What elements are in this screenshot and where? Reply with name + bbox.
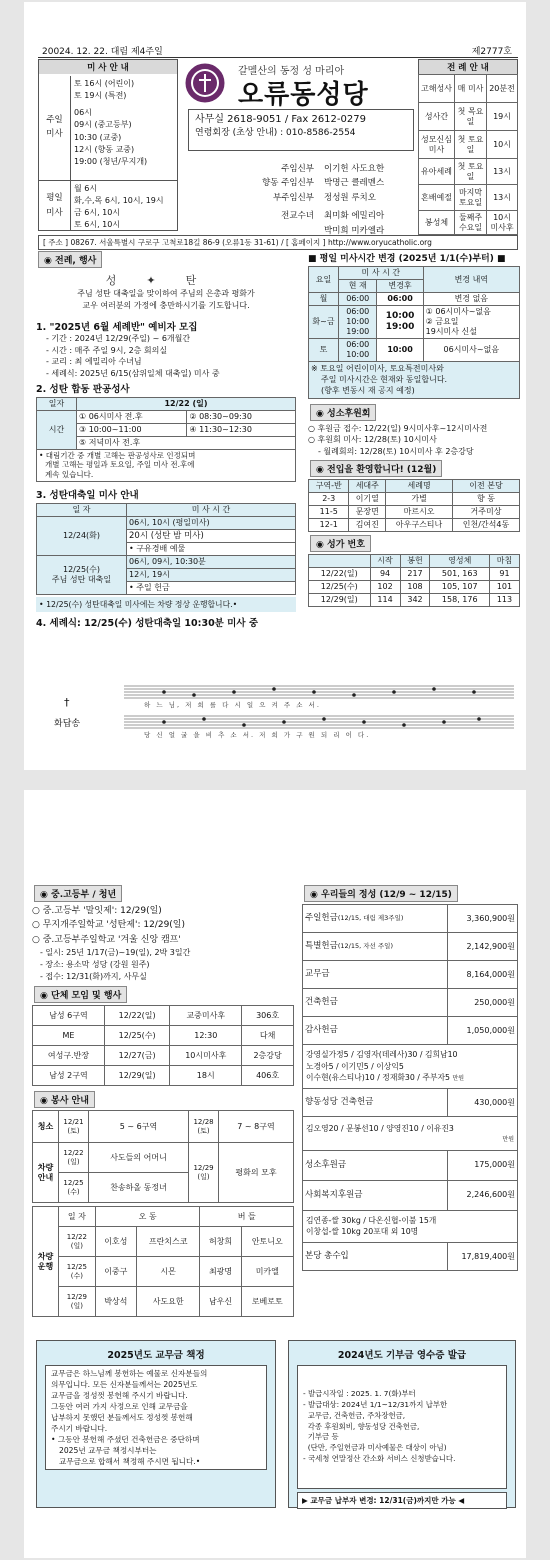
bulletin-page-1 xyxy=(24,2,526,770)
right-column-2 xyxy=(302,882,518,1271)
sunday-mass-label: 주일 미사 xyxy=(39,76,71,180)
section-service: ◉ 봉사 안내 xyxy=(34,1091,95,1108)
schedule-change-heading: ■ 평일 미사시간 변경 (2025년 1/1(수)부터) ■ xyxy=(308,254,506,264)
group-events-table: 남성 6구역 12/22(일) 교중미사후 306호 ME 12/25(수) 12:30 다채 여성구.반장 12/27(금) 10시미사후 2층강당 남성 2구역 12/29(일) 18시 406호 xyxy=(32,1005,294,1086)
offerings-table: 주일헌금(12/15, 대림 제3주일) 3,360,900원 특별헌금(12/15, 자선 주일) 2,142,900원 교무금 8,164,000원 건축헌금 250,000원 감사헌금 1,050,000원 강영실가정5 / 김영자(데레사)30 / 김희남10 노경아5 / 이기민5 / 이상익5 이수현(유스티나)10 / 정재화30 / 주부자5 만원 향동성당 건축헌금 430,000원 김오영20 / 문봉선10 / 양영진10 / 이유진3 만원 성소후원금 175,000원 사회복지후원금 2,246,600원 김연종-쌀 30kg / 다온신협-이불 15개 이창섭-쌀 10kg 20포대 외 10명 본당 총수입 17,819,400원 xyxy=(302,904,518,1271)
sunday-mass-times: 토 16시 (어린이) 토 19시 (특전) 06시 09시 (중고등부) 10:30 (교중) 12시 (향동 교중) 19:00 (청년/무지개) xyxy=(74,79,148,167)
confession-heading: 2. 성탄 합동 판공성사 xyxy=(36,383,130,395)
christmas-mass-heading: 3. 성탄대축일 미사 안내 xyxy=(36,489,139,501)
section-new-members: ◉ 전입을 환영합니다! (12월) xyxy=(310,460,442,477)
left-column-1 xyxy=(36,248,296,629)
vocation-line: ○ 후원금 접수: 12/22(일) 9시미사후~12시미사전 xyxy=(308,423,488,433)
confession-table: 일자 12/22 (일) 시간 ① 06시미사 전.후 ② 08:30~09:30 ③ 10:00~11:00 ④ 11:30~12:30 ⑤ 저녁미사 전.후 • 대림기간 중 개별 고해는 판공성사로 인정되며 개별 고해는 평일과 토요일, 주일 미사 전.후에 계속 있습니다. xyxy=(36,397,296,482)
section-liturgy: ◉ 전례, 행사 xyxy=(38,251,102,268)
section-offerings: ◉ 우리들의 정성 (12/9 ~ 12/15) xyxy=(304,885,458,902)
right-column-1 xyxy=(308,248,520,607)
section-groups: ◉ 단체 모임 및 행사 xyxy=(34,986,127,1003)
bulletin-page-2 xyxy=(24,790,526,1558)
sacrament-table: 전 례 안 내 고해성사 매 미사 20분전 성사간 첫 목요일 19시 성모신심 미사 첫 토요일 10시 유아세례 첫 토요일 13시 혼배예절 마지막 토요일 13시 봉성체 둘째주 수요일 10시 미사후 xyxy=(418,59,518,235)
vehicle-notice: • 12/25(수) 성탄대축일 미사에는 차량 정상 운행합니다.• xyxy=(36,597,296,612)
service-table: 청소 12/21 (토) 5 ~ 6구역 12/28 (토) 7 ~ 8구역 차량 안내 12/22 (일) 사도들의 어머니 12/29 (일) 평화의 모후 12/25 (수) 찬송하올 동정녀 xyxy=(32,1110,294,1203)
cross-icon: † xyxy=(64,696,70,709)
address-bar: [ 주소 ] 08267. 서울특별시 구로구 고척로18길 86-9 (오류1동 31-61) / [ 홈페이지 ] http://www.oryucatholic.org xyxy=(38,235,518,250)
psalm-label: 화답송 xyxy=(54,719,81,729)
driving-table: 차량 운행 일 자 오 동 버 들 12/22 (일) 이호성 프란치스코 허창희 안토니오 12/25 (수) 이중구 시몬 최광명 미카엘 12/29 (일) 박상석 사도요한 남우신 로베로토 xyxy=(32,1206,294,1317)
baptism-ceremony: 4. 세례식: 12/25(수) 성탄대축일 10:30분 미사 중 xyxy=(36,618,258,630)
tithe-title: 2025년도 교무금 책정 xyxy=(107,1350,205,1361)
issue-number: 제2777호 xyxy=(471,47,512,57)
christmas-mass-table: 일 자 미 사 시 간 12/24(화) 06시, 10시 (평일미사) 20시 (성탄 밤 미사) • 구유경배 예물 12/25(수) 주님 성탄 대축일 06시, 09시, 10:30분 12시, 19시 • 주일 헌금 xyxy=(36,503,296,596)
funeral-contact: 연령회장 (초상 안내) : 010-8586-2554 xyxy=(195,128,356,138)
section-hymn-numbers: ◉ 성가 번호 xyxy=(310,535,371,552)
clergy-list: 주임신부 이기헌 사도요한 향동 주임신부 박명근 클레멘스 부주임신부 정성원 루치오 전교수녀 최미화 에밀리아 박미희 미카엘라 xyxy=(262,164,385,236)
date-line: 20024. 12. 22. 대림 제4주일 xyxy=(42,47,163,57)
section-youth: ◉ 중.고등부 / 청년 xyxy=(34,885,122,902)
parish-name: 오류동성당 xyxy=(238,80,369,110)
psalm-lyrics-1: 하 느 님, 저 희 를 다 시 일 으 켜 주 소 서. xyxy=(144,701,321,709)
hymn-table: 시작 봉헌 영성체 마침 12/22(일) 94 217 501, 163 91 12/25(수) 102 108 105, 107 101 12/29(일) 114 342 158, 176 113 xyxy=(308,554,520,607)
new-members-table: 구역-반 세대주 세례명 이전 본당 2-3 이기열 가별 향 동 11-5 문장면 마르시오 거주미상 12-1 김여진 아우구스티나 인천/간석4동 xyxy=(308,479,520,532)
vocation-line: ○ 후원회 미사: 12/28(토) 10시미사 xyxy=(308,435,437,445)
baptism-class-details: - 기간 : 2024년 12/29(주일) ~ 6개월간 - 시간 : 매주 주일 9시, 2층 회의실 - 교리 : 최 에밀리아 수녀님 - 세례식: 2025년 6/15(삼위일체 대축일) 미사 중 xyxy=(46,334,220,378)
vocation-line: - 월례회의: 12/28(토) 10시미사 후 2층강당 xyxy=(318,446,474,456)
parish-logo xyxy=(184,62,226,107)
weekday-mass-label: 평일 미사 xyxy=(39,181,71,231)
tithe-text: 교무금은 하느님께 봉헌하는 예물로 신자분들의 의무입니다. 모든 신자분들께서는 2025년도 교무금을 정성껏 봉헌해 주시기 바랍니다. 그동안 여러 가지 사정으로 인해 교무금을 납부하지 못했던 분들께서도 정성껏 봉헌해 주시기 바랍니다. • 그동안 봉헌해 주셨던 건축헌금은 중단하며 2025년 교무금 책정시부터는 교무금으로 합해서 책정해 주시면 됩니다.• xyxy=(45,1365,267,1470)
office-phone: 사무실 2618-9051 / Fax 2612-0279 xyxy=(195,114,366,125)
youth-list: ○ 중.고등부 '말잇제': 12/29(일) ○ 무지개주일학교 '성탄제': 12/29(일) ○ 중.고등부주일학교 '겨울 신앙 캠프' - 일시: 25년 1/17(금)~19(일), 2박 3일간 - 장소: 용소막 성당 (강원 원주) - 접수: 12/31(화)까지, 사무실 xyxy=(32,906,191,982)
baptism-class-heading: 1. "2025년 6월 세례반" 예비자 모집 xyxy=(36,322,198,334)
mass-info-title: 미 사 안 내 xyxy=(39,60,177,74)
psalm-lyrics-2: 당 신 얼 굴 을 비 추 소 서. 저 희 가 구 원 되 리 이 다. xyxy=(144,731,371,739)
psalm-score xyxy=(124,684,514,747)
donation-receipt-box xyxy=(288,1340,516,1508)
receipt-title: 2024년도 기부금 영수증 발급 xyxy=(337,1350,467,1361)
christmas-message: 주님 성탄 대축일을 맞이하여 주님의 은총과 평화가 교우 여러분의 가정에 충만하시기를 기도합니다. xyxy=(77,289,255,310)
section-vocation: ◉ 성소후원회 xyxy=(310,404,376,421)
parish-patron: 갈멜산의 동정 성 마리아 xyxy=(238,66,345,77)
office-contact-box xyxy=(188,109,414,151)
receipt-text: - 발급시작일 : 2025. 1. 7(화)부터 - 발급대상: 2024년 1/1~12/31까지 납부한 교무금, 건축헌금, 주차장헌금, 각종 후원회비, 향동성당 건축헌금, 기부금 등 (단만, 주일헌금과 미사예물은 대상이 아님) - 국세청 연말정산 간소화 서비스 신청받습니다. xyxy=(297,1365,507,1489)
left-column-2 xyxy=(32,882,294,1317)
mass-info-box xyxy=(38,59,178,231)
weekday-mass-change-table: 요일 미 사 시 간 변경 내역 현 재 변경후 월 06:00 06:00 변경 없음 화~금 06:00 10:00 19:00 10:00 19:00 ① 06시미사~없음 ② 금요일 19시미사 신설 토 06:00 10:00 10:00 06시미사~없음 ※ 토요일 어린이미사, 토요특전미사와 주일 미사시간은 현재와 동일합니다. (향후 변동시 재 공지 예정) xyxy=(308,266,520,399)
weekday-mass-times: 월 6시 화,수,목 6시, 10시, 19시 금 6시, 10시 토 6시, 10시 xyxy=(74,184,164,229)
receipt-deadline: ▶ 교무금 납부자 변경: 12/31(금)까지만 가능 ◀ xyxy=(297,1492,507,1509)
tithe-box xyxy=(36,1340,276,1508)
christmas-greeting-title: 성✦탄 xyxy=(105,274,227,287)
